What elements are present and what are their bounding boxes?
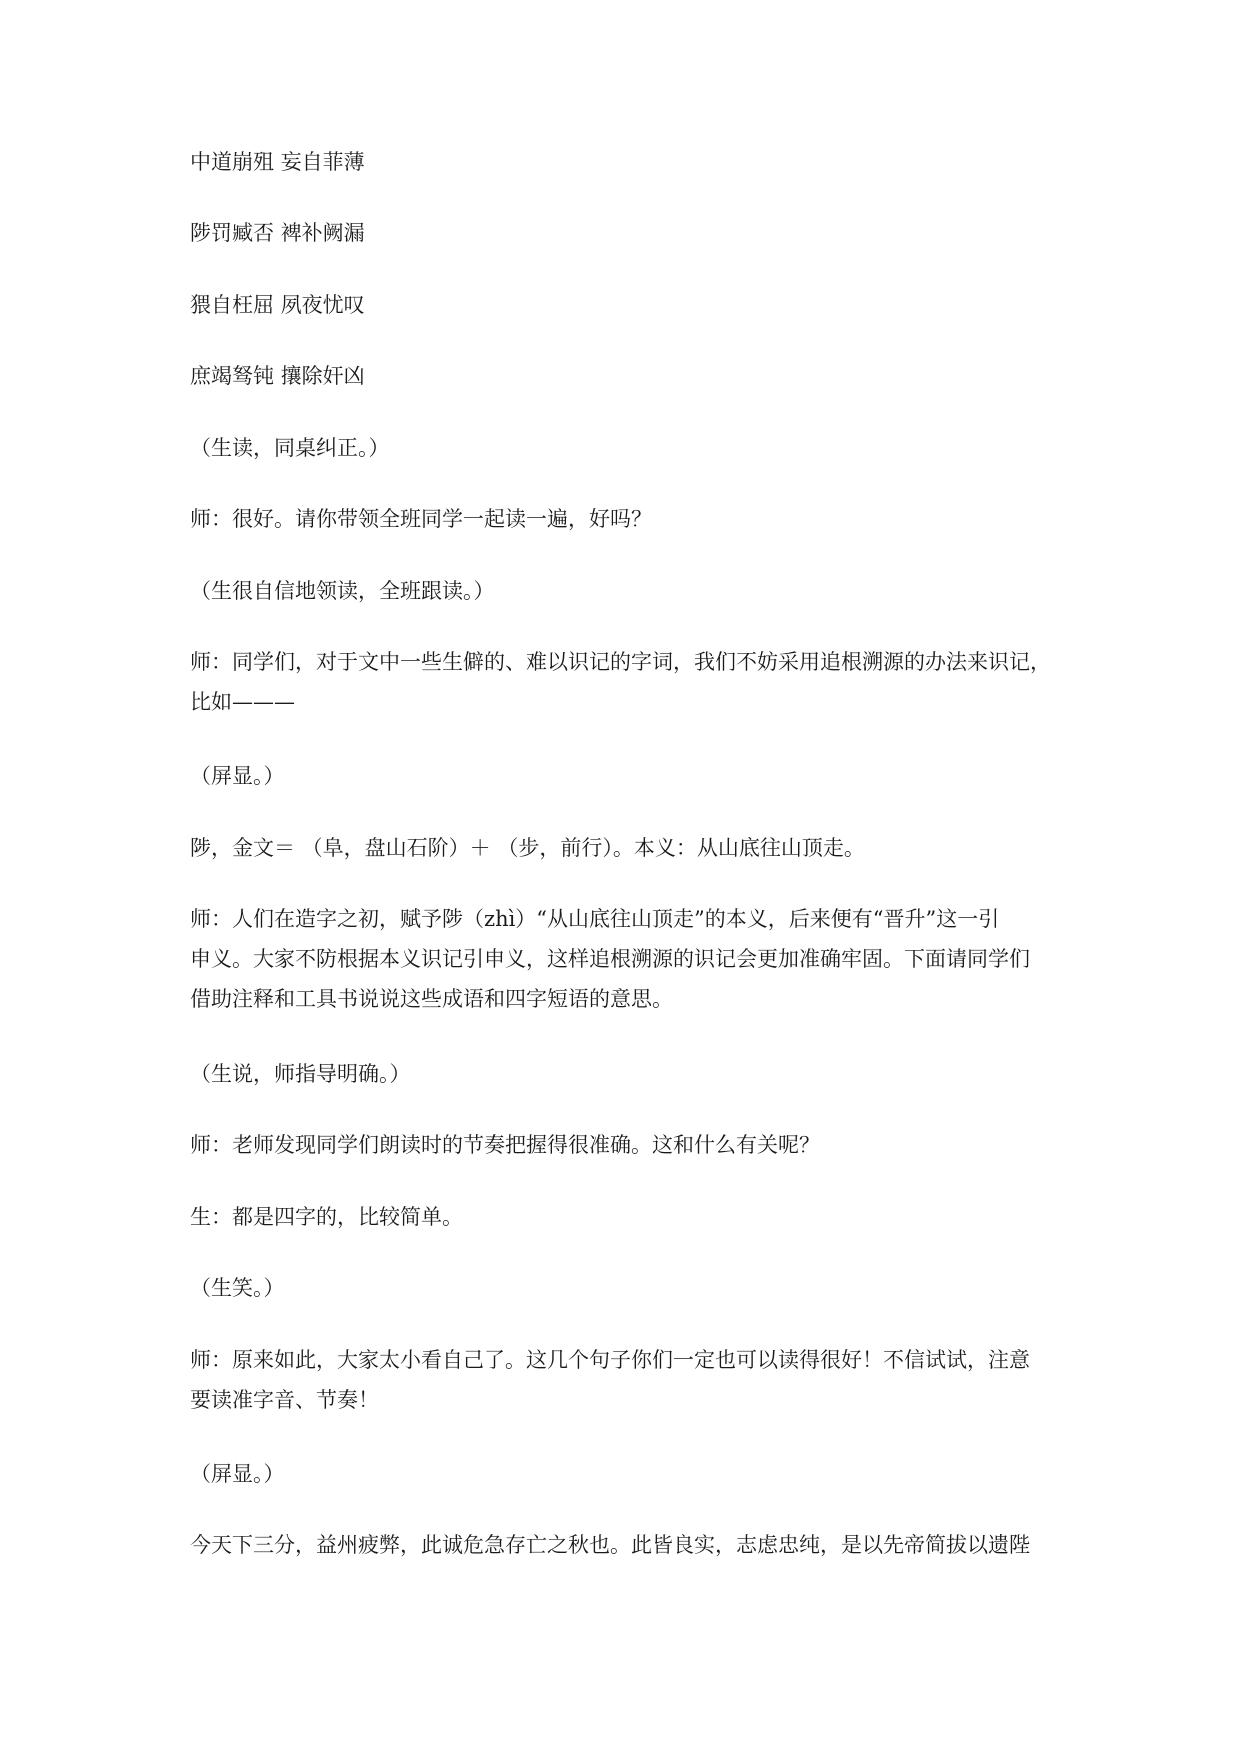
paragraph-line: 师：人们在造字之初，赋予陟（zhì）“从山底往山顶走”的本义，后来便有“晋升”这一引 <box>190 907 1000 931</box>
teacher-paragraph-encourage <box>190 1340 1060 1420</box>
teacher-paragraph-root-search <box>190 642 1060 722</box>
idiom-line-2: 陟罚臧否 裨补阙漏 <box>190 221 365 245</box>
stage-note-laugh: （生笑。） <box>190 1276 285 1300</box>
idiom-line-1: 中道崩殂 妄自菲薄 <box>190 150 365 174</box>
paragraph-line: 要读准字音、节奏！ <box>190 1388 379 1412</box>
paragraph-line: 申义。大家不防根据本义识记引申义，这样追根溯源的识记会更加准确牢固。下面请同学们 <box>190 947 1030 971</box>
student-reply: 生：都是四字的，比较简单。 <box>190 1205 463 1229</box>
idiom-line-3: 猥自枉屈 夙夜忧叹 <box>190 293 365 317</box>
original-text-line: 今天下三分，益州疲弊，此诚危急存亡之秋也。此皆良实，志虑忠纯，是以先帝简拔以遗陛 <box>190 1533 1030 1557</box>
stage-note-student-say: （生说，师指导明确。） <box>190 1062 411 1086</box>
paragraph-line: 师：同学们，对于文中一些生僻的、难以识记的字词，我们不妨采用追根溯源的办法来识记， <box>190 650 1051 674</box>
teacher-prompt-lead: 师：很好。请你带领全班同学一起读一遍，好吗？ <box>190 507 652 531</box>
paragraph-line: 比如——— <box>190 690 295 714</box>
stage-note-student-read: （生读，同桌纠正。） <box>190 436 390 460</box>
paragraph-line: 师：原来如此，大家太小看自己了。这几个句子你们一定也可以读得很好！不信试试，注意 <box>190 1348 1030 1372</box>
idiom-line-4: 庶竭驽钝 攘除奸凶 <box>190 364 365 388</box>
stage-note-screen-2: （屏显。） <box>190 1462 285 1486</box>
zhi-character-explanation: 陟，金文＝ （阜，盘山石阶）＋ （步，前行）。本义：从山底往山顶走。 <box>190 836 865 860</box>
teacher-paragraph-zhi <box>190 899 1060 1019</box>
paragraph-line: 借助注释和工具书说说这些成语和四字短语的意思。 <box>190 987 673 1011</box>
stage-note-screen-1: （屏显。） <box>190 764 285 788</box>
teacher-question-rhythm: 师：老师发现同学们朗读时的节奏把握得很准确。这和什么有关呢？ <box>190 1133 820 1157</box>
stage-note-lead-reading: （生很自信地领读，全班跟读。） <box>190 579 495 603</box>
